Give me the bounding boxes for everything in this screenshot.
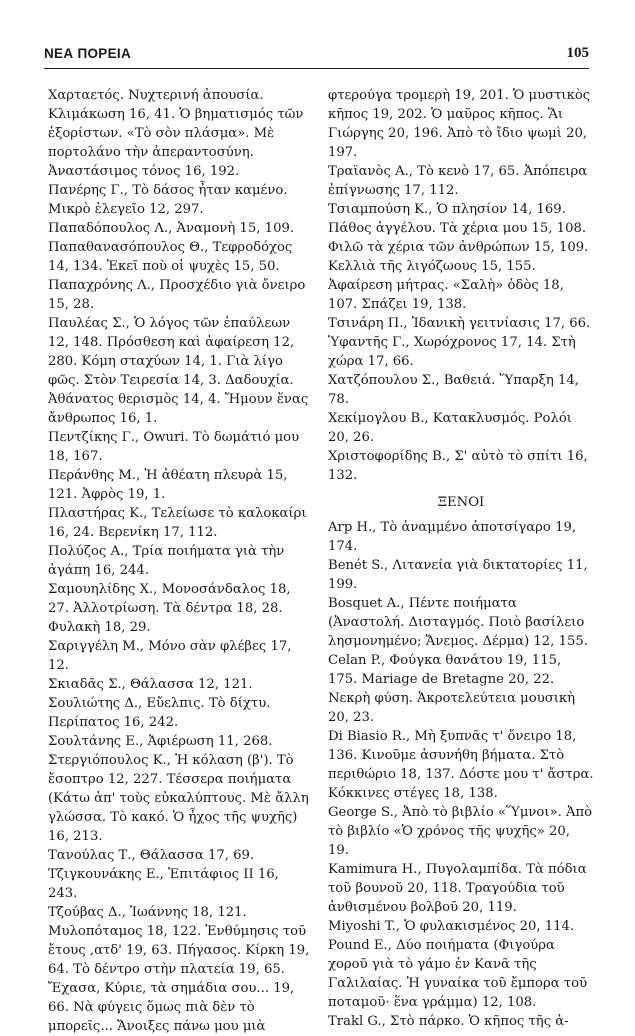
index-entry: Χριστοφορίδης Β., Σ' αὐτὸ τὸ σπίτι 16, 132. (328, 449, 588, 483)
index-entry: Di Biasio R., Μὴ ξυπνᾶς τ' ὄνειρο 18, 136. Κινοῦμε ἀσυνήθη βήματα. Στὸ περιθώριο 18, 137. Δόστε μου τ' ἄστρα. Κόκκινες στέγες 18, 138. (328, 729, 594, 801)
index-entry: Παυλέας Σ., Ὁ λόγος τῶν ἐπαύλεων 12, 148. Πρόσθεση καὶ ἀφαίρεση 12, 280. Κόμη σταχύων 14, 1. Γιὰ λίγο φῶς. Στὸν Τειρεσία 14, 3. Δαδουχία. Ἀθάνατος θερισμὸς 14, 4. Ἤμουν ἕνας ἄνθρωπος 16, 1. (48, 316, 309, 426)
index-entry: Τζιγκουνάκης Ε., Ἐπιτάφιος ΙΙ 16, 243. (48, 867, 279, 901)
index-entry: Σουλτάνης Ε., Ἀφιέρωση 11, 268. (48, 734, 273, 749)
index-entry: Παπαθανασόπουλος Θ., Τεφροδόχος 14, 134. Ἐκεῖ ποὺ οἱ ψυχὲς 15, 50. (48, 240, 293, 274)
index-entry: Τραϊανὸς Α., Τὸ κενὸ 17, 65. Ἀπόπειρα ἐπίγνωσης 17, 112. (328, 164, 588, 198)
index-entry: Πεντζίκης Γ., Owuri. Τὸ δωμάτιό μου 18, 167. (48, 430, 300, 464)
index-entry: Χαρταετός. Νυχτερινή ἀπουσία. Κλιμάκωση 16, 41. Ὁ βηματισμός τῶν ἐξορίστων. «Τὸ σὸν πλάσμα». Μὲ πορτολάνο τὴν ἀπεραντοσύνη. Ἀναστάσιμος τόνος 16, 192. (48, 88, 304, 179)
index-entry: Bosquet A., Πέντε ποιήματα (Ἀναστολή. Δισταγμός. Ποιὸ βασίλειο λησμονημένο; Ἄνεμος. Δέρμα) 12, 155. (328, 596, 588, 649)
index-entry: Σαριγγέλη Μ., Μόνο σὰν φλέβες 17, 12. (48, 639, 292, 673)
index-entry: Πλαστήρας Κ., Τελείωσε τὸ καλοκαίρι 16, 24. Βερενίκη 17, 112. (48, 506, 307, 540)
page-header (44, 38, 589, 69)
index-entry: Miyoshi T., Ὁ φυλακισμένος 20, 114. (328, 919, 575, 934)
index-entry: Σκιαδᾶς Σ., Θάλασσα 12, 121. (48, 677, 253, 692)
index-entry: Ὑφαντῆς Γ., Χωρόχρονος 17, 14. Στὴ χώρα 17, 66. (328, 335, 576, 369)
index-entry: Trakl G., Στὸ πάρκο. Ὁ κῆπος τῆς ἀ- (328, 1014, 569, 1029)
index-entry: Χατζόπουλου Σ., Βαθειά. Ὕπαρξη 14, 78. (328, 373, 579, 407)
index-entry: Τζούβας Δ., Ἰωάννης 18, 121. Μυλοπόταμος 18, 122. Ἐνθύμησις τοῦ ἔτους ,ατδ' 19, 63. Πήγασος. Κίρκη 19, 64. Τὸ δέντρο στὴν πλατεία 19, 65. Ἔχασα, Κύριε, τὰ σημάδια σου... 19, 66. Νὰ φύγεις ὅμως πιὰ δὲν τὸ μπορεῖς... Ἄνοιξες πάνω μου μιὰ (48, 905, 310, 1034)
index-entry: Τσινάρη Π., Ἰδανικὴ γειτνίασις 17, 66. (328, 316, 591, 331)
index-entry: Benét S., Λιτανεία γιὰ δικτατορίες 11, 199. (328, 558, 588, 592)
index-entry: Στεργιόπουλος Κ., Ἡ κόλαση (β'). Τὸ ἔσοπτρο 12, 227. Τέσσερα ποιήματα (Κάτω ἀπ' τοὺς εὐκαλύπτους. Μὲ ἄλλη γλώσσα. Τὸ κακό. Ὁ ἦχος τῆς ψυχῆς) 16, 213. (48, 753, 309, 844)
index-entry: φτερούγα τρομερὴ 19, 201. Ὁ μυστικὸς κῆπος 19, 202. Ὁ μαῦρος κῆπος. Ἅι Γιώργης 20, 196. Ἀπὸ τὸ ἴδιο ψωμὶ 20, 197. (328, 88, 591, 160)
left-column (48, 86, 310, 1036)
index-entry: Τανούλας Τ., Θάλασσα 17, 69. (48, 848, 255, 863)
index-entry: George S., Ἀπὸ τὸ βιβλίο «Ὕμνοι». Ἀπὸ τὸ βιβλίο «Ὁ χρόνος τῆς ψυχῆς» 20, 19. (328, 805, 593, 858)
index-entry: Παπαδόπουλος Λ., Ἀναμονὴ 15, 109. (48, 221, 295, 236)
index-entry: Παπαχρόνης Λ., Προσχέδιο γιὰ ὄνειρο 15, 28. (48, 278, 306, 312)
index-entry: Celan P., Φούγκα θανάτου 19, 115, 175. Mariage de Bretagne 20, 22. Νεκρὴ φύση. Ἀκροτελεύτεια μουσικὴ 20, 23. (328, 653, 576, 725)
index-entry: Πολύζος Α., Τρία ποιήματα γιὰ τὴν ἀγάπη 16, 244. (48, 544, 285, 578)
index-entry: Kamimura H., Πυγολαμπίδα. Τὰ πόδια τοῦ βουνοῦ 20, 118. Τραγούδια τοῦ ἀνθισμένου βολβοῦ 20, 119. (328, 862, 587, 915)
index-entry: Περάνθης Μ., Ἡ ἀθέατη πλευρὰ 15, 121. Ἀφρὸς 19, 1. (48, 468, 288, 502)
section-heading-foreign: ΞΕΝΟΙ (437, 495, 485, 510)
index-entry: Σαμουηλίδης Χ., Μονοσάνδαλος 18, 27. Ἀλλοτρίωση. Τὰ δέντρα 18, 28. Φυλακὴ 18, 29. (48, 582, 291, 635)
index-entry: Πανέρης Γ., Τὸ δάσος ἦταν καμένο. Μικρὸ ἐλεγεῖο 12, 297. (48, 183, 288, 217)
index-entry: Pound E., Δύο ποιήματα (Φιγούρα χοροῦ γιὰ τὸ γάμο ἐν Κανᾶ τῆς Γαλιλαίας. Ἡ γυναίκα τοῦ ἔμπορα τοῦ ποταμοῦ· ἕνα γράμμα) 12, 108. (328, 938, 588, 1010)
index-entry: Τσιαμπούση Κ., Ὁ πλησίον 14, 169. Πάθος ἀγγέλου. Τὰ χέρια μου 15, 108. Φιλῶ τὰ χέρια τῶν ἀνθρώπων 15, 109. Κελλιὰ τῆς λιγόζωους 15, 155. Ἀφαίρεση μήτρας. «Σαλὴ» ὁδὸς 18, 107. Σπάζει 19, 138. (328, 202, 589, 312)
right-column (328, 86, 594, 1031)
page-number: 105 (566, 45, 589, 61)
journal-title: ΝΕΑ ΠΟΡΕΙΑ (44, 46, 132, 61)
index-entry: Arp H., Τὸ ἀναμμένο ἀποτσίγαρο 19, 174. (328, 520, 577, 554)
index-entry: Χεκίμογλου Β., Κατακλυσμός. Ρολόι 20, 26. (328, 411, 572, 445)
index-entry: Σουλιώτης Δ., Εὔελπις. Τὸ δίχτυ. Περίπατος 16, 242. (48, 696, 271, 730)
